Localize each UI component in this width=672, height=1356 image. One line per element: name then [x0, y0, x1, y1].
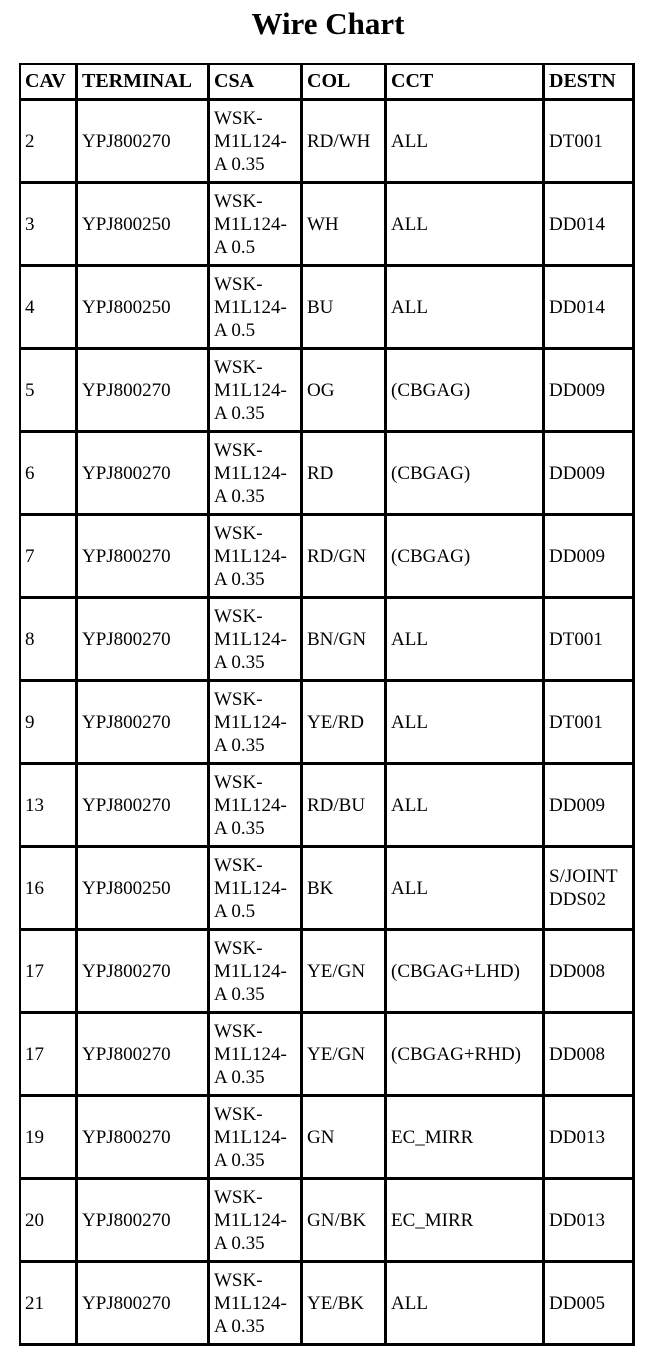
cav-cell: 5	[21, 350, 78, 433]
csa-line: WSK-	[214, 273, 263, 295]
cct-cell: (CBGAG+LHD)	[387, 931, 545, 1014]
destn-cell	[545, 1097, 635, 1180]
csa-cell	[210, 184, 303, 267]
csa-line: WSK-	[214, 1103, 263, 1125]
csa-cell	[210, 1180, 303, 1263]
destn-line: DD008	[549, 960, 605, 982]
cct-cell: EC_MIRR	[387, 1097, 545, 1180]
column-header: DESTN	[545, 65, 635, 101]
col-cell: YE/GN	[303, 1014, 387, 1097]
col-cell: OG	[303, 350, 387, 433]
table-row	[21, 516, 635, 599]
terminal-cell: YPJ800270	[78, 1097, 210, 1180]
col-cell: YE/BK	[303, 1263, 387, 1346]
destn-line: S/JOINT	[549, 866, 618, 887]
destn-cell	[545, 1180, 635, 1263]
csa-line: A 0.35	[214, 568, 265, 590]
terminal-cell: YPJ800270	[78, 101, 210, 184]
terminal-cell: YPJ800270	[78, 1180, 210, 1263]
cct-cell: ALL	[387, 765, 545, 848]
csa-line: A 0.35	[214, 1066, 265, 1088]
csa-line: M1L124-	[214, 462, 287, 484]
csa-line: M1L124-	[214, 1209, 287, 1231]
csa-line: A 0.35	[214, 651, 265, 673]
table-row	[21, 350, 635, 433]
table-row	[21, 1263, 635, 1346]
csa-cell	[210, 1014, 303, 1097]
destn-cell	[545, 516, 635, 599]
csa-line: WSK-	[214, 1020, 263, 1042]
table-row	[21, 1180, 635, 1263]
destn-cell	[545, 682, 635, 765]
destn-line: DD014	[549, 296, 605, 318]
column-header: CAV	[21, 65, 78, 101]
csa-cell	[210, 1263, 303, 1346]
csa-line: M1L124-	[214, 877, 287, 899]
cav-cell: 17	[21, 931, 78, 1014]
destn-line: DD013	[549, 1209, 605, 1231]
cav-cell: 17	[21, 1014, 78, 1097]
destn-cell	[545, 931, 635, 1014]
col-cell: WH	[303, 184, 387, 267]
table-row	[21, 931, 635, 1014]
terminal-cell: YPJ800270	[78, 931, 210, 1014]
col-cell: RD/GN	[303, 516, 387, 599]
destn-cell	[545, 848, 635, 931]
column-header: CCT	[387, 65, 545, 101]
destn-line: DD009	[549, 794, 605, 816]
csa-cell	[210, 599, 303, 682]
csa-line: WSK-	[214, 1186, 263, 1208]
header-row	[21, 65, 635, 101]
cav-cell: 6	[21, 433, 78, 516]
page-title: Wire Chart	[251, 6, 405, 41]
col-cell: RD/BU	[303, 765, 387, 848]
csa-line: A 0.35	[214, 485, 265, 507]
cav-cell: 21	[21, 1263, 78, 1346]
csa-cell	[210, 848, 303, 931]
destn-line: DD005	[549, 1292, 605, 1314]
cct-cell: ALL	[387, 101, 545, 184]
cct-cell: (CBGAG)	[387, 516, 545, 599]
cct-cell: ALL	[387, 1263, 545, 1346]
cav-cell: 9	[21, 682, 78, 765]
csa-line: M1L124-	[214, 1292, 287, 1314]
terminal-cell: YPJ800270	[78, 1263, 210, 1346]
cav-cell: 8	[21, 599, 78, 682]
cav-cell: 4	[21, 267, 78, 350]
csa-line: M1L124-	[214, 1043, 287, 1065]
cct-cell: ALL	[387, 184, 545, 267]
column-header: TERMINAL	[78, 65, 210, 101]
terminal-cell: YPJ800270	[78, 599, 210, 682]
table-row	[21, 267, 635, 350]
csa-line: M1L124-	[214, 1126, 287, 1148]
wire-chart-table	[19, 63, 635, 1346]
cav-cell: 20	[21, 1180, 78, 1263]
destn-line: DD008	[549, 1043, 605, 1065]
table-row	[21, 599, 635, 682]
cav-cell: 7	[21, 516, 78, 599]
csa-cell	[210, 682, 303, 765]
destn-cell	[545, 433, 635, 516]
col-cell: YE/RD	[303, 682, 387, 765]
csa-line: WSK-	[214, 439, 263, 461]
destn-cell	[545, 765, 635, 848]
destn-line: DT001	[549, 711, 603, 733]
destn-line: DD014	[549, 213, 605, 235]
table-row	[21, 682, 635, 765]
table-row	[21, 1097, 635, 1180]
cct-cell: (CBGAG+RHD)	[387, 1014, 545, 1097]
csa-line: A 0.5	[214, 900, 256, 922]
terminal-cell: YPJ800270	[78, 682, 210, 765]
terminal-cell: YPJ800270	[78, 516, 210, 599]
table-row	[21, 101, 635, 184]
table-row	[21, 433, 635, 516]
csa-line: WSK-	[214, 937, 263, 959]
csa-line: WSK-	[214, 1269, 263, 1291]
csa-line: M1L124-	[214, 130, 287, 152]
terminal-cell: YPJ800250	[78, 848, 210, 931]
csa-line: WSK-	[214, 605, 263, 627]
destn-cell	[545, 1014, 635, 1097]
destn-line: DT001	[549, 628, 603, 650]
destn-line: DD009	[549, 545, 605, 567]
csa-line: A 0.35	[214, 734, 265, 756]
csa-cell	[210, 931, 303, 1014]
table-row	[21, 848, 635, 931]
cct-cell: EC_MIRR	[387, 1180, 545, 1263]
table-row	[21, 1014, 635, 1097]
csa-line: A 0.35	[214, 817, 265, 839]
terminal-cell: YPJ800250	[78, 267, 210, 350]
csa-line: M1L124-	[214, 296, 287, 318]
destn-line: DD009	[549, 462, 605, 484]
csa-cell	[210, 765, 303, 848]
csa-line: M1L124-	[214, 213, 287, 235]
csa-line: M1L124-	[214, 379, 287, 401]
csa-cell	[210, 267, 303, 350]
destn-line: DDS02	[549, 889, 607, 910]
column-header: COL	[303, 65, 387, 101]
col-cell: RD/WH	[303, 101, 387, 184]
destn-cell	[545, 101, 635, 184]
col-cell: BK	[303, 848, 387, 931]
csa-line: WSK-	[214, 356, 263, 378]
destn-line: DD009	[549, 379, 605, 401]
cct-cell: ALL	[387, 267, 545, 350]
cct-cell: ALL	[387, 599, 545, 682]
col-cell: YE/GN	[303, 931, 387, 1014]
wire-rows	[21, 101, 635, 1346]
csa-line: M1L124-	[214, 628, 287, 650]
cct-cell: ALL	[387, 848, 545, 931]
column-header: CSA	[210, 65, 303, 101]
csa-line: M1L124-	[214, 794, 287, 816]
csa-line: A 0.35	[214, 1315, 265, 1337]
csa-line: WSK-	[214, 854, 263, 876]
terminal-cell: YPJ800270	[78, 765, 210, 848]
cct-cell: (CBGAG)	[387, 350, 545, 433]
terminal-cell: YPJ800270	[78, 433, 210, 516]
destn-cell	[545, 184, 635, 267]
destn-cell	[545, 1263, 635, 1346]
cav-cell: 13	[21, 765, 78, 848]
csa-line: WSK-	[214, 522, 263, 544]
csa-cell	[210, 101, 303, 184]
destn-line: DD013	[549, 1126, 605, 1148]
cav-cell: 16	[21, 848, 78, 931]
destn-cell	[545, 350, 635, 433]
csa-line: A 0.5	[214, 319, 256, 341]
csa-line: WSK-	[214, 190, 263, 212]
cct-cell: (CBGAG)	[387, 433, 545, 516]
csa-line: WSK-	[214, 107, 263, 129]
destn-cell	[545, 599, 635, 682]
csa-line: A 0.35	[214, 153, 265, 175]
csa-cell	[210, 433, 303, 516]
cct-cell: ALL	[387, 682, 545, 765]
csa-cell	[210, 516, 303, 599]
csa-line: M1L124-	[214, 711, 287, 733]
cav-cell: 3	[21, 184, 78, 267]
cav-cell: 19	[21, 1097, 78, 1180]
csa-line: A 0.5	[214, 236, 256, 258]
csa-line: A 0.35	[214, 402, 265, 424]
csa-line: WSK-	[214, 771, 263, 793]
csa-line: M1L124-	[214, 960, 287, 982]
col-cell: BU	[303, 267, 387, 350]
table-row	[21, 765, 635, 848]
destn-line: DT001	[549, 130, 603, 152]
csa-line: A 0.35	[214, 1149, 265, 1171]
col-cell: GN	[303, 1097, 387, 1180]
col-cell: GN/BK	[303, 1180, 387, 1263]
col-cell: BN/GN	[303, 599, 387, 682]
csa-line: M1L124-	[214, 545, 287, 567]
destn-cell	[545, 267, 635, 350]
terminal-cell: YPJ800270	[78, 1014, 210, 1097]
csa-line: WSK-	[214, 688, 263, 710]
csa-line: A 0.35	[214, 983, 265, 1005]
cav-cell: 2	[21, 101, 78, 184]
terminal-cell: YPJ800250	[78, 184, 210, 267]
table-row	[21, 184, 635, 267]
col-cell: RD	[303, 433, 387, 516]
csa-cell	[210, 350, 303, 433]
terminal-cell: YPJ800270	[78, 350, 210, 433]
csa-cell	[210, 1097, 303, 1180]
csa-line: A 0.35	[214, 1232, 265, 1254]
